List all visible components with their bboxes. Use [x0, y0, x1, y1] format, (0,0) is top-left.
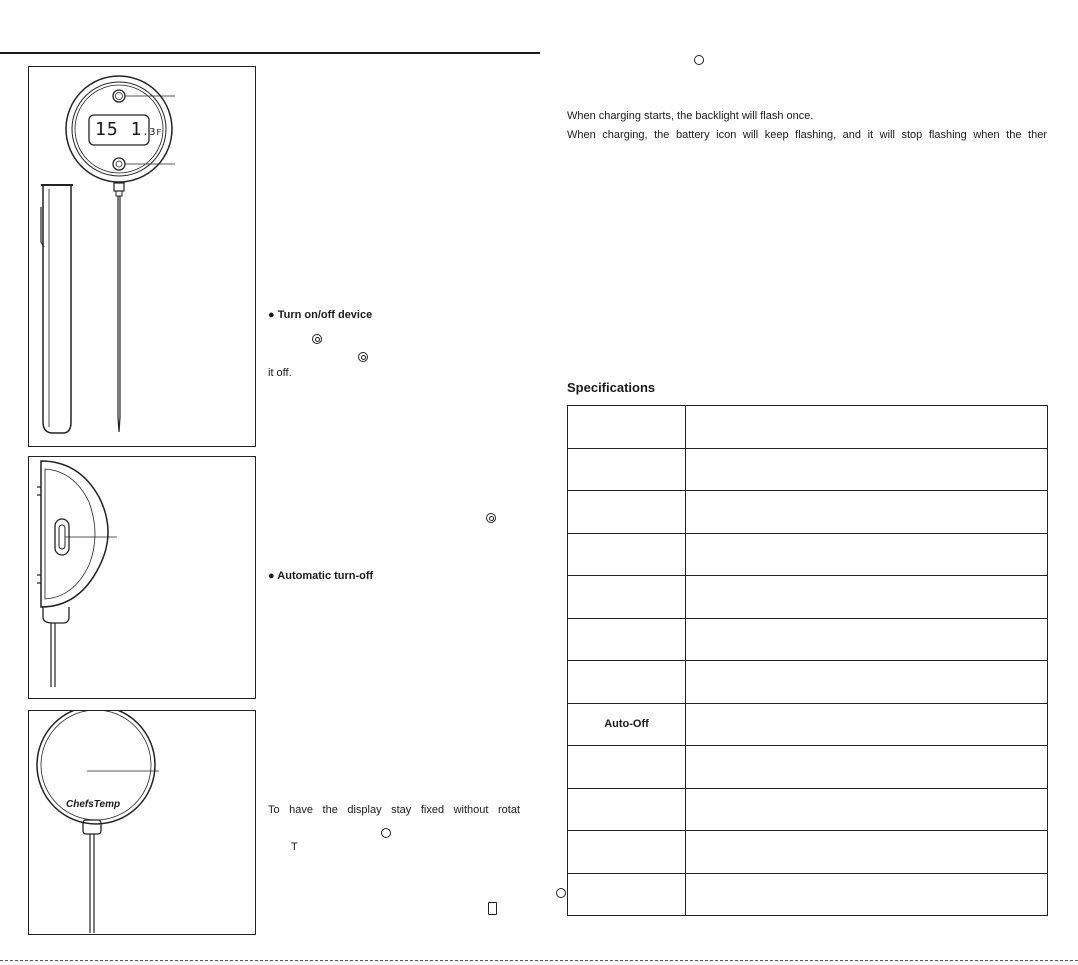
spec-key	[568, 491, 686, 534]
spec-row	[568, 703, 1048, 746]
spec-value	[686, 533, 1048, 576]
power-button-icon-2	[358, 352, 368, 362]
spec-value	[686, 746, 1048, 789]
spec-value	[686, 448, 1048, 491]
spec-value	[686, 618, 1048, 661]
page-bottom-edge	[0, 960, 1078, 961]
lcd-readout	[95, 120, 162, 143]
turn-on-off-text: it off.	[268, 367, 292, 379]
header-rule	[0, 52, 540, 54]
spec-key	[568, 788, 686, 831]
spec-row	[568, 576, 1048, 619]
spec-key	[568, 831, 686, 874]
figure-thermometer-front	[28, 66, 256, 447]
spec-key	[568, 448, 686, 491]
spec-key	[568, 406, 686, 449]
specifications-table	[567, 405, 1048, 916]
rotation-text: To have the display stay fixed without rotat	[268, 804, 520, 816]
spec-value	[686, 491, 1048, 534]
figure-thermometer-back	[28, 710, 256, 935]
spec-value	[686, 703, 1048, 746]
specifications-title: Specifications	[567, 380, 656, 395]
spec-row	[568, 746, 1048, 789]
brand-logo-text: ChefsTemp	[66, 799, 121, 810]
turn-on-off-heading: ● Turn on/off device	[268, 309, 373, 321]
spec-row	[568, 873, 1048, 916]
spec-key	[568, 618, 686, 661]
spec-row	[568, 831, 1048, 874]
mode-button-icon-2	[556, 888, 566, 898]
power-button-icon	[312, 334, 322, 344]
spec-value	[686, 576, 1048, 619]
mode-button-icon-top	[694, 55, 704, 65]
spec-row	[568, 491, 1048, 534]
back-view-illustration	[29, 711, 257, 936]
spec-key	[568, 533, 686, 576]
spec-key	[568, 746, 686, 789]
spec-key	[568, 873, 686, 916]
lock-glyph: T	[291, 841, 298, 853]
charging-text-line2: When charging, the battery icon will keep flashing, and it will stop flashing when the ther	[567, 129, 1047, 141]
side-view-illustration	[29, 457, 257, 700]
spec-row	[568, 448, 1048, 491]
spec-row	[568, 533, 1048, 576]
figure-thermometer-side	[28, 456, 256, 699]
spec-value	[686, 873, 1048, 916]
spec-row	[568, 661, 1048, 704]
spec-value	[686, 788, 1048, 831]
spec-value	[686, 406, 1048, 449]
lcd-decimal: .3	[142, 127, 157, 138]
spec-value	[686, 661, 1048, 704]
spec-row	[568, 788, 1048, 831]
spec-key: Auto-Off	[568, 703, 686, 746]
spec-key	[568, 661, 686, 704]
charging-text-line1: When charging starts, the backlight will flash once.	[567, 110, 814, 122]
spec-key	[568, 576, 686, 619]
mode-button-icon	[381, 828, 391, 838]
auto-off-heading: ● Automatic turn-off	[268, 570, 374, 582]
battery-outline-icon	[488, 902, 497, 915]
spec-row	[568, 618, 1048, 661]
spec-row	[568, 406, 1048, 449]
power-button-icon-3	[486, 513, 496, 523]
lcd-main-digits: 15 1	[95, 119, 143, 140]
lcd-unit: F	[156, 128, 163, 137]
spec-value	[686, 831, 1048, 874]
